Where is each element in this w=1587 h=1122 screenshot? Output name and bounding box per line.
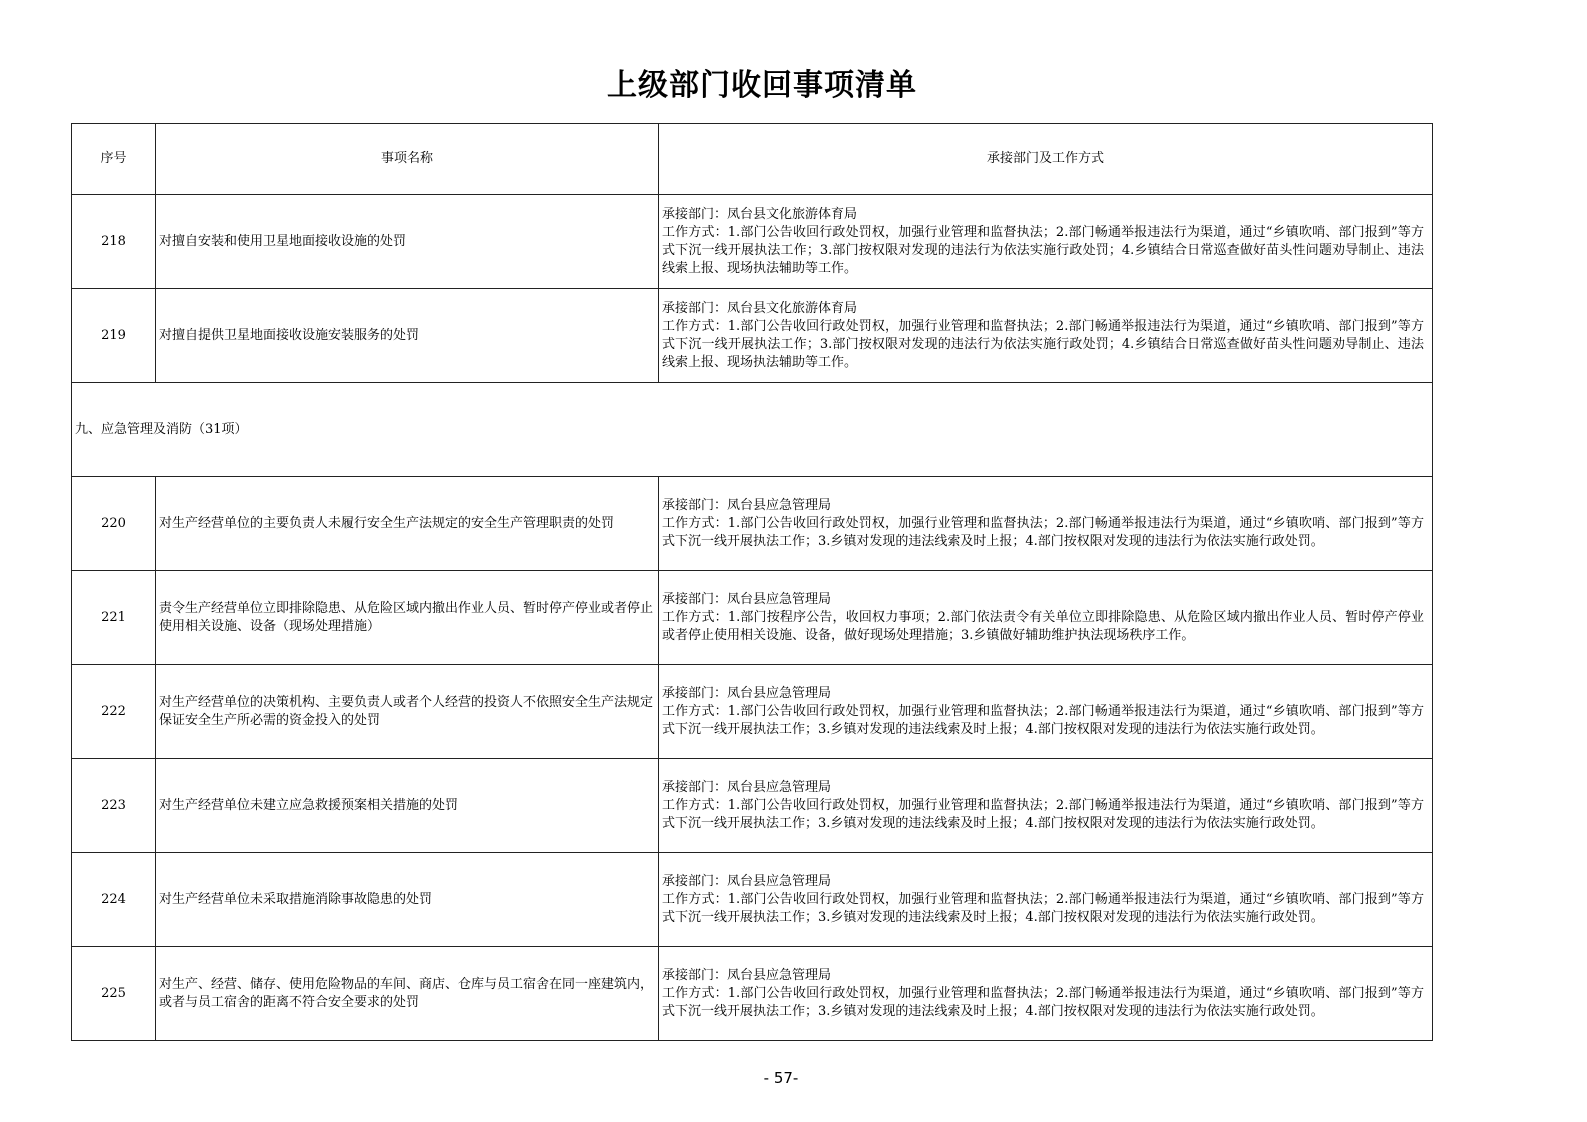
work-method: 工作方式：1.部门公告收回行政处罚权，加强行业管理和监督执法；2.部门畅通举报违法行为渠道，通过“乡镇吹哨、部门报到”等方式下沉一线开展执法工作；3.乡镇对发现的违法线索及时上报；4.部门按权限对发现的违法行为依法实施行政处罚。 [662, 985, 1424, 1019]
dept-and-method [659, 853, 1433, 947]
items-table [71, 123, 1433, 1041]
item-name: 对生产经营单位未采取措施消除事故隐患的处罚 [156, 853, 659, 947]
table-header-row [72, 124, 1433, 195]
dept-and-method [659, 289, 1433, 383]
item-name: 对生产经营单位的决策机构、主要负责人或者个人经营的投资人不依照安全生产法规定保证安全生产所必需的资金投入的处罚 [156, 665, 659, 759]
dept-and-method [659, 665, 1433, 759]
item-name: 对生产经营单位的主要负责人未履行安全生产法规定的安全生产管理职责的处罚 [156, 477, 659, 571]
table-row [72, 289, 1433, 383]
item-name: 对生产、经营、储存、使用危险物品的车间、商店、仓库与员工宿舍在同一座建筑内，或者与员工宿舍的距离不符合安全要求的处罚 [156, 947, 659, 1041]
item-name: 责令生产经营单位立即排除隐患、从危险区域内撤出作业人员、暂时停产停业或者停止使用相关设施、设备（现场处理措施） [156, 571, 659, 665]
row-number: 219 [72, 289, 156, 383]
dept-and-method [659, 195, 1433, 289]
work-method: 工作方式：1.部门公告收回行政处罚权，加强行业管理和监督执法；2.部门畅通举报违法行为渠道，通过“乡镇吹哨、部门报到”等方式下沉一线开展执法工作；3.部门按权限对发现的违法行为依法实施行政处罚；4.乡镇结合日常巡查做好苗头性问题劝导制止、违法线索上报、现场执法辅助等工作。 [662, 318, 1424, 370]
work-method: 工作方式：1.部门公告收回行政处罚权，加强行业管理和监督执法；2.部门畅通举报违法行为渠道，通过“乡镇吹哨、部门报到”等方式下沉一线开展执法工作；3.乡镇对发现的违法线索及时上报；4.部门按权限对发现的违法行为依法实施行政处罚。 [662, 797, 1424, 831]
dept-label: 承接部门：凤台县应急管理局 [662, 685, 832, 701]
work-method: 工作方式：1.部门公告收回行政处罚权，加强行业管理和监督执法；2.部门畅通举报违法行为渠道，通过“乡镇吹哨、部门报到”等方式下沉一线开展执法工作；3.乡镇对发现的违法线索及时上报；4.部门按权限对发现的违法行为依法实施行政处罚。 [662, 891, 1424, 925]
dept-and-method [659, 571, 1433, 665]
table-row [72, 195, 1433, 289]
section-row [72, 383, 1433, 477]
dept-and-method [659, 947, 1433, 1041]
table-row [72, 571, 1433, 665]
dept-label: 承接部门：凤台县应急管理局 [662, 591, 832, 607]
column-header-no: 序号 [72, 124, 156, 195]
row-number: 221 [72, 571, 156, 665]
column-header-dept: 承接部门及工作方式 [659, 124, 1433, 195]
row-number: 223 [72, 759, 156, 853]
dept-and-method [659, 759, 1433, 853]
item-name: 对擅自提供卫星地面接收设施安装服务的处罚 [156, 289, 659, 383]
row-number: 225 [72, 947, 156, 1041]
table-row [72, 853, 1433, 947]
dept-label: 承接部门：凤台县应急管理局 [662, 497, 832, 513]
item-name: 对生产经营单位未建立应急救援预案相关措施的处罚 [156, 759, 659, 853]
row-number: 220 [72, 477, 156, 571]
work-method: 工作方式：1.部门公告收回行政处罚权，加强行业管理和监督执法；2.部门畅通举报违法行为渠道，通过“乡镇吹哨、部门报到”等方式下沉一线开展执法工作；3.乡镇对发现的违法线索及时上报；4.部门按权限对发现的违法行为依法实施行政处罚。 [662, 515, 1424, 549]
row-number: 218 [72, 195, 156, 289]
column-header-name: 事项名称 [156, 124, 659, 195]
page-title: 上级部门收回事项清单 [607, 68, 917, 103]
section-heading: 九、应急管理及消防（31项） [72, 383, 1433, 477]
row-number: 222 [72, 665, 156, 759]
dept-label: 承接部门：凤台县应急管理局 [662, 779, 832, 795]
dept-and-method [659, 477, 1433, 571]
dept-label: 承接部门：凤台县文化旅游体育局 [662, 300, 858, 316]
table-row [72, 759, 1433, 853]
item-name: 对擅自安装和使用卫星地面接收设施的处罚 [156, 195, 659, 289]
dept-label: 承接部门：凤台县文化旅游体育局 [662, 206, 858, 222]
dept-label: 承接部门：凤台县应急管理局 [662, 873, 832, 889]
work-method: 工作方式：1.部门公告收回行政处罚权，加强行业管理和监督执法；2.部门畅通举报违法行为渠道，通过“乡镇吹哨、部门报到”等方式下沉一线开展执法工作；3.乡镇对发现的违法线索及时上报；4.部门按权限对发现的违法行为依法实施行政处罚。 [662, 703, 1424, 737]
work-method: 工作方式：1.部门公告收回行政处罚权，加强行业管理和监督执法；2.部门畅通举报违法行为渠道，通过“乡镇吹哨、部门报到”等方式下沉一线开展执法工作；3.部门按权限对发现的违法行为依法实施行政处罚；4.乡镇结合日常巡查做好苗头性问题劝导制止、违法线索上报、现场执法辅助等工作。 [662, 224, 1424, 276]
page-number: - 57- [763, 1069, 799, 1087]
table-row [72, 947, 1433, 1041]
work-method: 工作方式：1.部门按程序公告，收回权力事项；2.部门依法责令有关单位立即排除隐患、从危险区域内撤出作业人员、暂时停产停业或者停止使用相关设施、设备，做好现场处理措施；3.乡镇做好辅助维护执法现场秩序工作。 [662, 609, 1424, 643]
dept-label: 承接部门：凤台县应急管理局 [662, 967, 832, 983]
table-row [72, 477, 1433, 571]
row-number: 224 [72, 853, 156, 947]
table-row [72, 665, 1433, 759]
